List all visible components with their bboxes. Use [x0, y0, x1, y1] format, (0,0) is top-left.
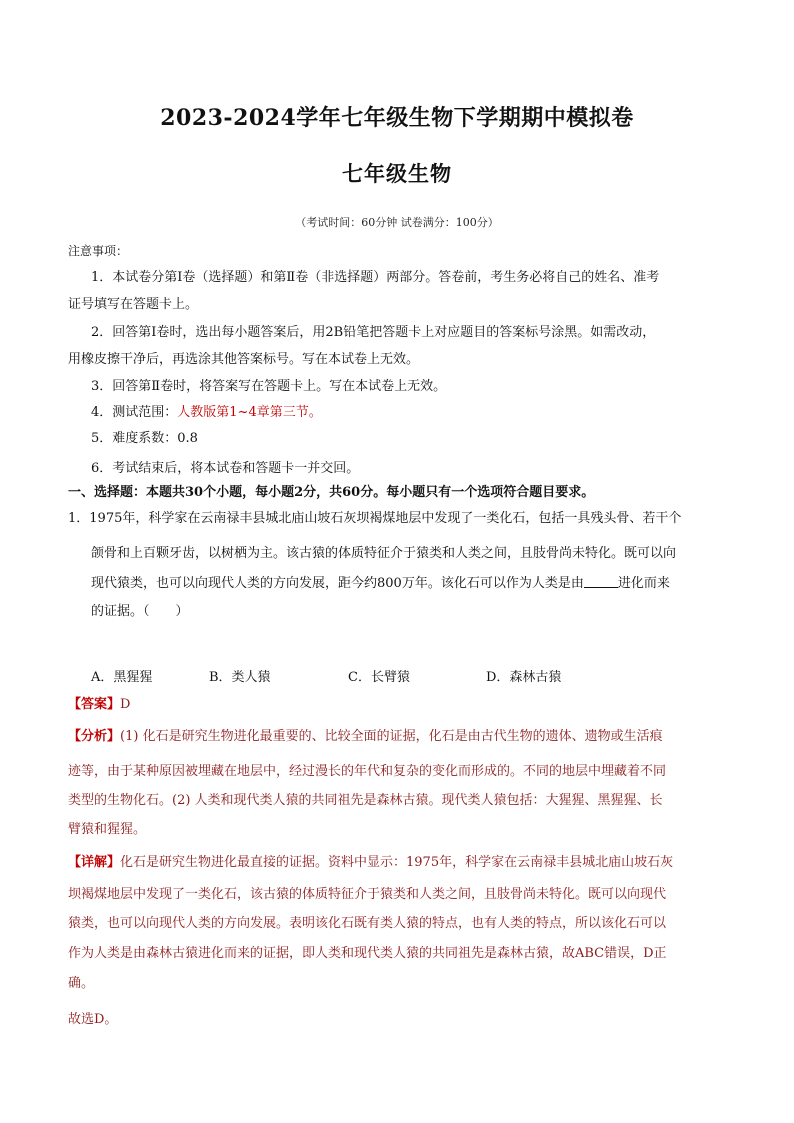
analysis-tag: 【分析】 — [68, 729, 121, 744]
note-4-prefix: 4．测试范围： — [91, 405, 178, 420]
detail-text-1: 化石是研究生物进化最直接的证据。资料中显示：1975年，科学家在云南禄丰县城北庙山坡石灰 — [120, 855, 674, 870]
note-4 — [91, 405, 322, 421]
note-5: 5．难度系数：0.8 — [91, 431, 198, 446]
question-1-line-3-b: 进化而来 — [617, 576, 670, 591]
detail-line-5: 确。 — [68, 976, 95, 991]
detail-line-1 — [68, 855, 673, 871]
exam-title: 2023-2024学年七年级生物下学期期中模拟卷 — [160, 105, 634, 131]
analysis-line-4: 臂猿和猩猩。 — [68, 822, 147, 837]
answer-line — [68, 697, 130, 713]
notes-heading: 注意事项： — [68, 244, 129, 258]
section-1-heading: 一、选择题：本题共30个小题，每小题2分，共60分。每小题只有一个选项符合题目要求。 — [68, 485, 595, 500]
option-b[interactable]: B．类人猿 — [209, 670, 271, 685]
final-answer: 故选D。 — [68, 1012, 118, 1027]
exam-info: （考试时间：60分钟 试卷满分：100分） — [295, 216, 499, 229]
option-d[interactable]: D．森林古猿 — [486, 670, 562, 685]
analysis-line-1 — [68, 729, 663, 745]
question-1-line-3-a: 现代猿类，也可以向现代人类的方向发展，距今约800万年。该化石可以作为人类是由 — [91, 576, 584, 591]
note-1-line-2: 证号填写在答题卡上。 — [68, 297, 199, 312]
answer-tag: 【答案】 — [68, 697, 121, 712]
note-1-line-1: 1．本试卷分第Ⅰ卷（选择题）和第Ⅱ卷（非选择题）两部分。答卷前，考生务必将自己的姓名、准考 — [91, 270, 660, 285]
note-4-scope: 人教版第1~4章第三节。 — [177, 405, 322, 420]
note-2-line-1: 2．回答第Ⅰ卷时，选出每小题答案后，用2B铅笔把答题卡上对应题目的答案标号涂黑。如需改动， — [91, 325, 656, 340]
note-2-line-2: 用橡皮擦干净后，再选涂其他答案标号。写在本试卷上无效。 — [68, 352, 420, 367]
analysis-line-2: 迹等，由于某种原因被埋藏在地层中，经过漫长的年代和复杂的变化而形成的。不同的地层中埋藏着不同 — [68, 764, 667, 779]
detail-line-3: 猿类，也可以向现代人类的方向发展。表明该化石既有类人猿的特点，也有人类的特点，所以该化石可以 — [68, 916, 667, 931]
note-6: 6．考试结束后，将本试卷和答题卡一并交回。 — [91, 461, 360, 476]
answer-value: D — [120, 697, 131, 712]
note-3: 3．回答第Ⅱ卷时，将答案写在答题卡上。写在本试卷上无效。 — [91, 379, 447, 394]
analysis-text-1: (1) 化石是研究生物进化最重要的、比较全面的证据，化石是由古代生物的遗体、遗物或生活痕 — [120, 729, 663, 744]
detail-tag: 【详解】 — [68, 855, 121, 870]
question-1-line-3 — [91, 575, 670, 592]
question-1-line-4: 的证据。（ ） — [91, 604, 189, 619]
detail-line-2: 坝褐煤地层中发现了一类化石，该古猿的体质特征介于猿类和人类之间，且肢骨尚未特化。既可以向现代 — [68, 887, 667, 902]
answer-blank — [584, 575, 618, 588]
question-1-line-1: 1．1975年，科学家在云南禄丰县城北庙山坡石灰坝褐煤地层中发现了一类化石，包括一具残头骨、若干个 — [68, 511, 682, 526]
subject-title: 七年级生物 — [342, 161, 452, 186]
option-c[interactable]: C．长臂猿 — [348, 670, 410, 685]
option-a[interactable]: A．黑猩猩 — [91, 670, 153, 685]
question-1-line-2: 颌骨和上百颗牙齿，以树栖为主。该古猿的体质特征介于猿类和人类之间，且肢骨尚未特化。既可以向 — [91, 546, 677, 561]
detail-line-4: 作为人类是由森林古猿进化而来的证据，即人类和现代类人猿的共同祖先是森林古猿，故ABC错误，D正 — [68, 946, 667, 961]
analysis-line-3: 类型的生物化石。(2) 人类和现代类人猿的共同祖先是森林古猿。现代类人猿包括：大猩猩、黑猩猩、长 — [68, 793, 663, 808]
